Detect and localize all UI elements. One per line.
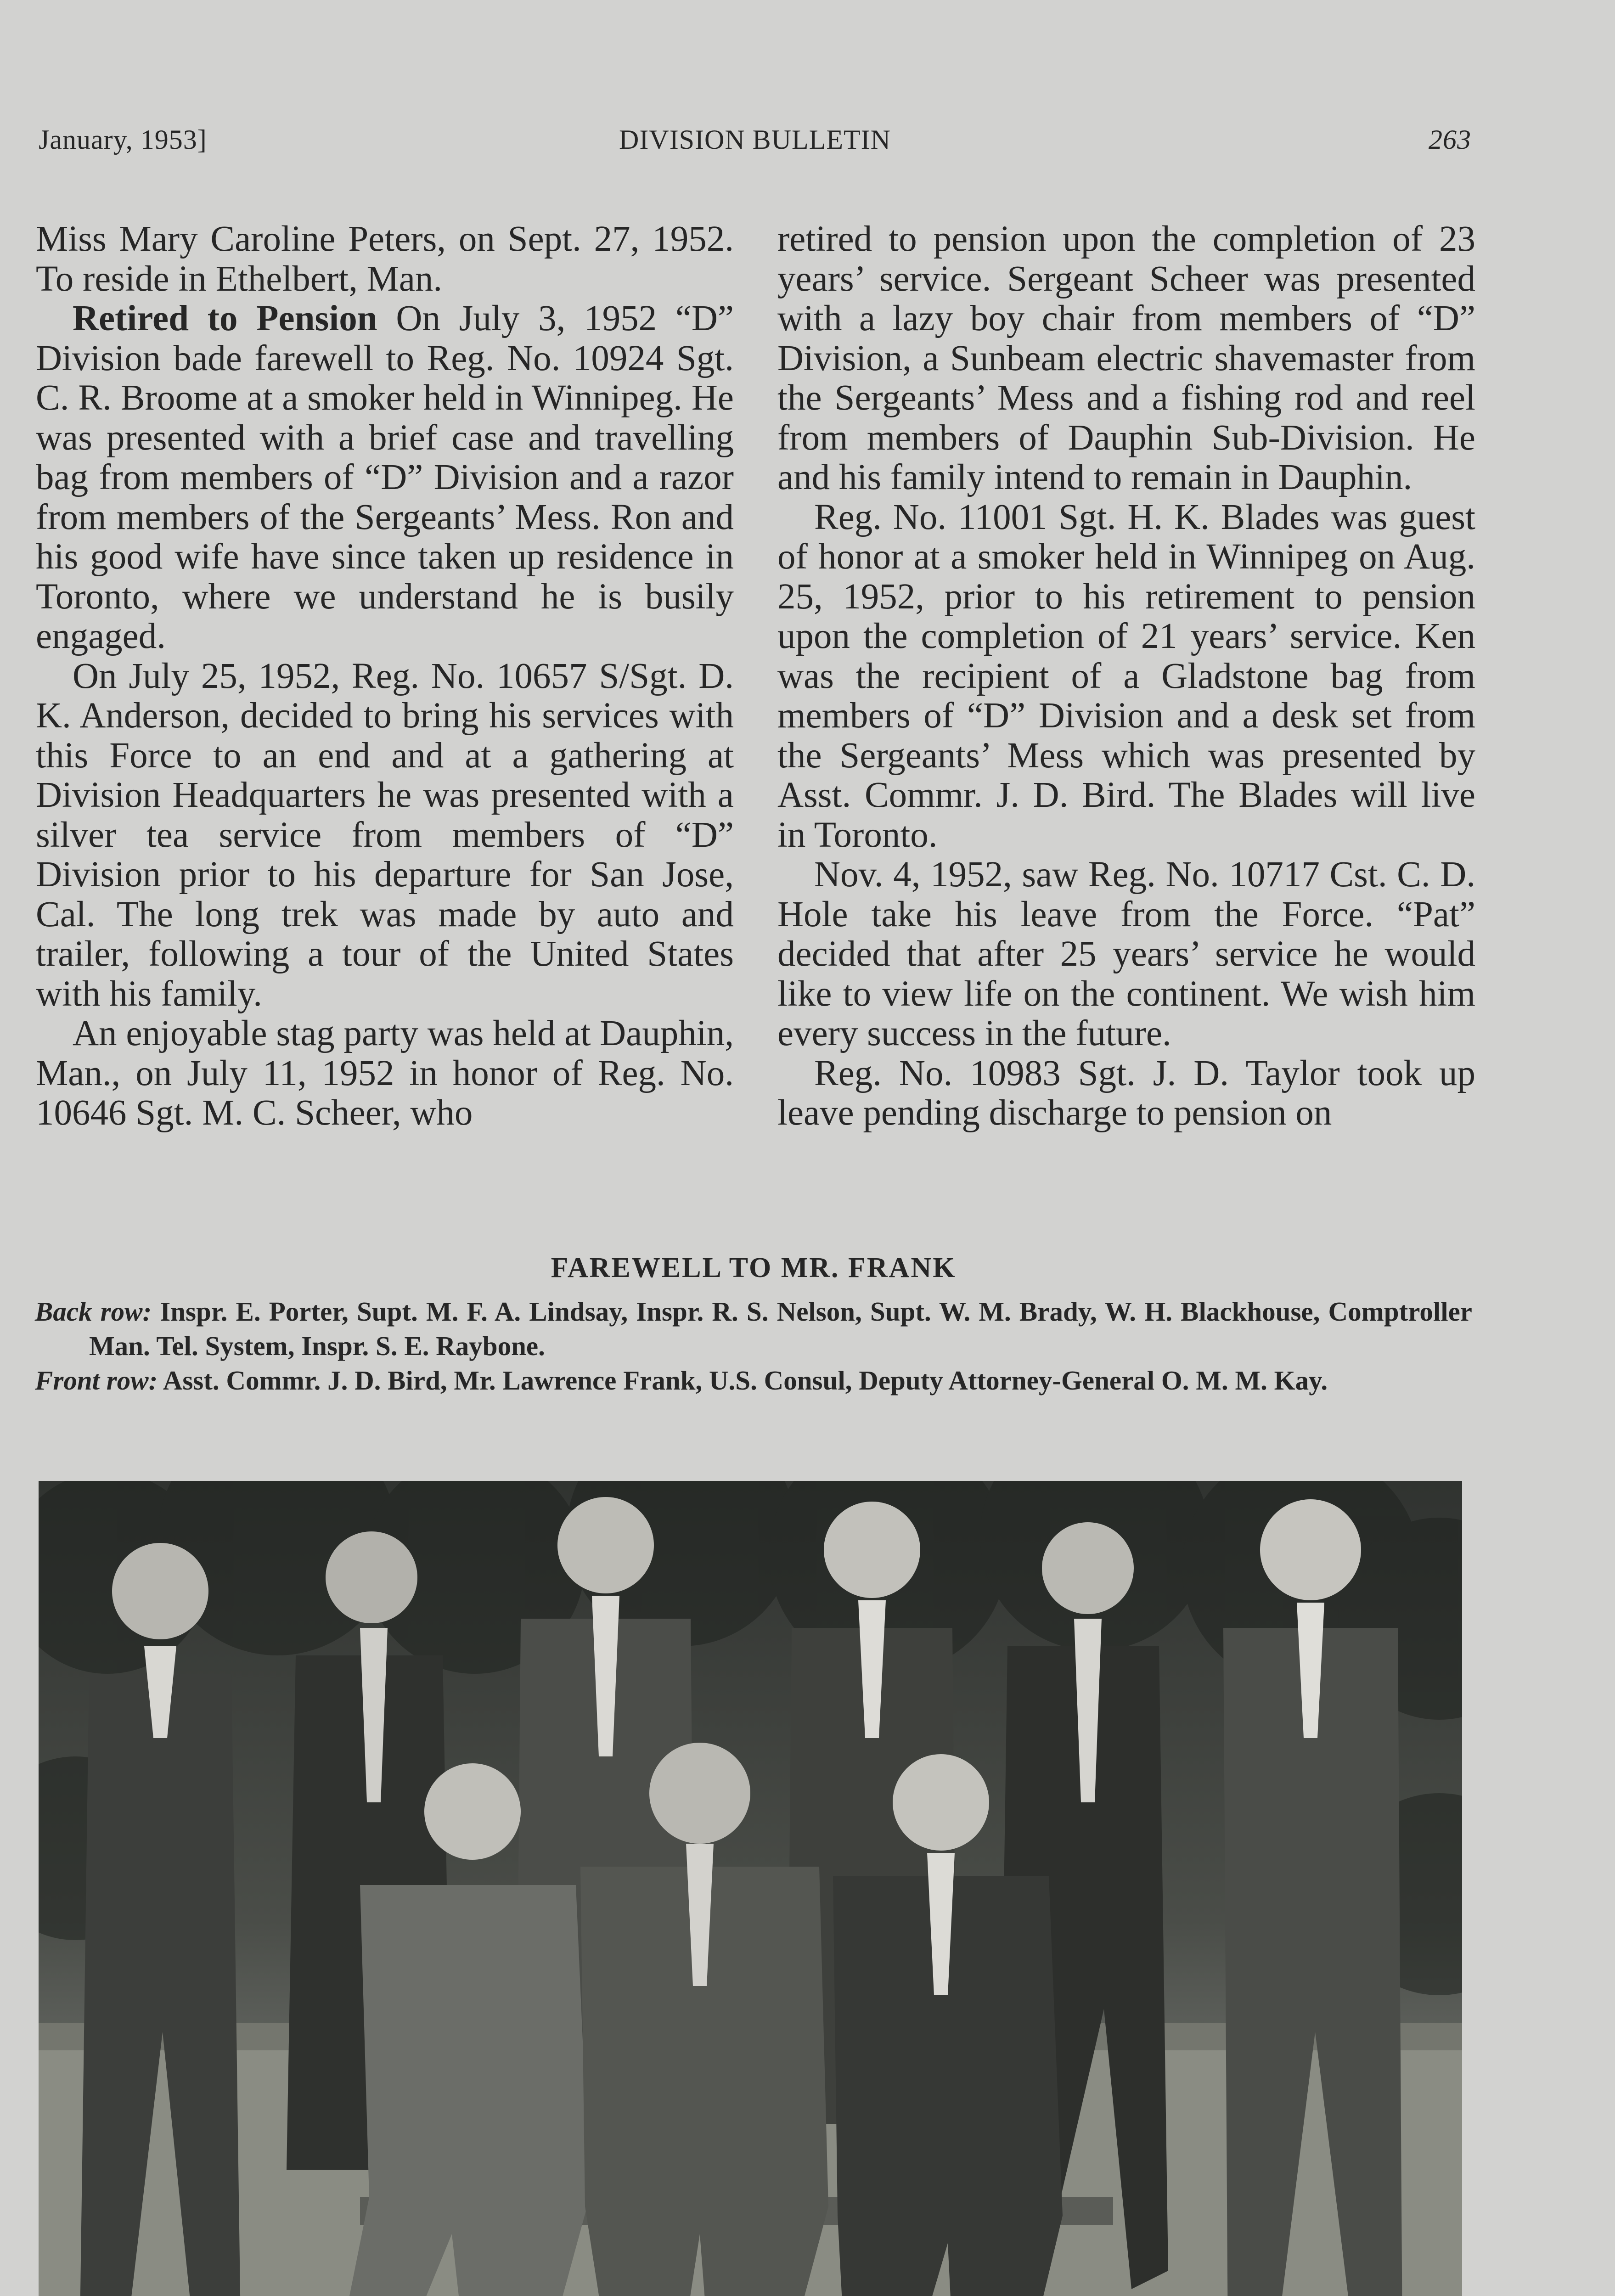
- photograph-illustration: [39, 1481, 1462, 2296]
- running-header: [39, 124, 1471, 174]
- paragraph: Reg. No. 11001 Sgt. H. K. Blades was guest of honor at a smoker held in Winnipeg on Aug. 25, 1952, prior to his retirement to pension upon the completion of 21 years’ service. Ken was the recipient of a Gladstone bag from members of “D” Division and a desk set from the Sergeants’ Mess which was presented by Asst. Commr. J. D. Bird. The Blades will live in Toronto.: [777, 497, 1475, 855]
- back-row-names: Inspr. E. Porter, Supt. M. F. A. Lindsay, Inspr. R. S. Nelson, Supt. W. M. Brady, W. H. Blackhouse, Comptroller Man. Tel. System, Inspr. S. E. Raybone.: [89, 1296, 1472, 1361]
- left-column: [36, 219, 734, 1133]
- paragraph: An enjoyable stag party was held at Dauphin, Man., on July 11, 1952 in honor of Reg. No. 10646 Sgt. M. C. Scheer, who: [36, 1013, 734, 1133]
- paragraph: Nov. 4, 1952, saw Reg. No. 10717 Cst. C. D. Hole take his leave from the Force. “Pat” decided that after 25 years’ service he would like to view life on the continent. We wish him every success in the future.: [777, 855, 1475, 1053]
- paragraph: Miss Mary Caroline Peters, on Sept. 27, 1952. To reside in Ethelbert, Man.: [36, 219, 734, 299]
- header-date: January, 1953]: [39, 124, 207, 155]
- group-photograph: [39, 1481, 1462, 2296]
- paragraph-text: On July 3, 1952 “D” Division bade farewell to Reg. No. 10924 Sgt. C. R. Broome at a smoker held in Winnipeg. He was presented with a brief case and travelling bag from members of “D” Division and a razor from members of the Sergeants’ Mess. Ron and his good wife have since taken up residence in Toronto, where we understand he is busily engaged.: [36, 298, 734, 656]
- paragraph: On July 25, 1952, Reg. No. 10657 S/Sgt. D. K. Anderson, decided to bring his services with this Force to an end and at a gathering at Division Headquarters he was presented with a silver tea service from members of “D” Division prior to his departure for San Jose, Cal. The long trek was made by auto and trailer, following a tour of the United States with his family.: [36, 656, 734, 1014]
- header-publication-title: DIVISION BULLETIN: [619, 124, 891, 155]
- front-row-label: Front row:: [35, 1365, 158, 1396]
- front-row-figures: [332, 1743, 1063, 2296]
- section-run-in-heading: Retired to Pension: [73, 298, 377, 338]
- front-row-names: Asst. Commr. J. D. Bird, Mr. Lawrence Frank, U.S. Consul, Deputy Attorney-General O. M. M. Kay.: [158, 1365, 1328, 1396]
- caption-front-row: [35, 1363, 1472, 1398]
- right-column: [777, 219, 1475, 1133]
- paragraph-retired-to-pension: [36, 299, 734, 657]
- paragraph: Reg. No. 10983 Sgt. J. D. Taylor took up leave pending discharge to pension on: [777, 1053, 1475, 1133]
- paragraph: retired to pension upon the completion of 23 years’ service. Sergeant Scheer was presented with a lazy boy chair from members of “D” Division, a Sunbeam electric shavemaster from the Sergeants’ Mess and a fishing rod and reel from members of Dauphin Sub-Division. He and his family intend to remain in Dauphin.: [777, 219, 1475, 497]
- photo-caption: [35, 1252, 1472, 1398]
- page-number: 263: [1429, 124, 1471, 155]
- caption-title: FAREWELL TO MR. FRANK: [551, 1252, 957, 1283]
- caption-back-row: [35, 1294, 1472, 1363]
- back-row-label: Back row:: [35, 1296, 152, 1327]
